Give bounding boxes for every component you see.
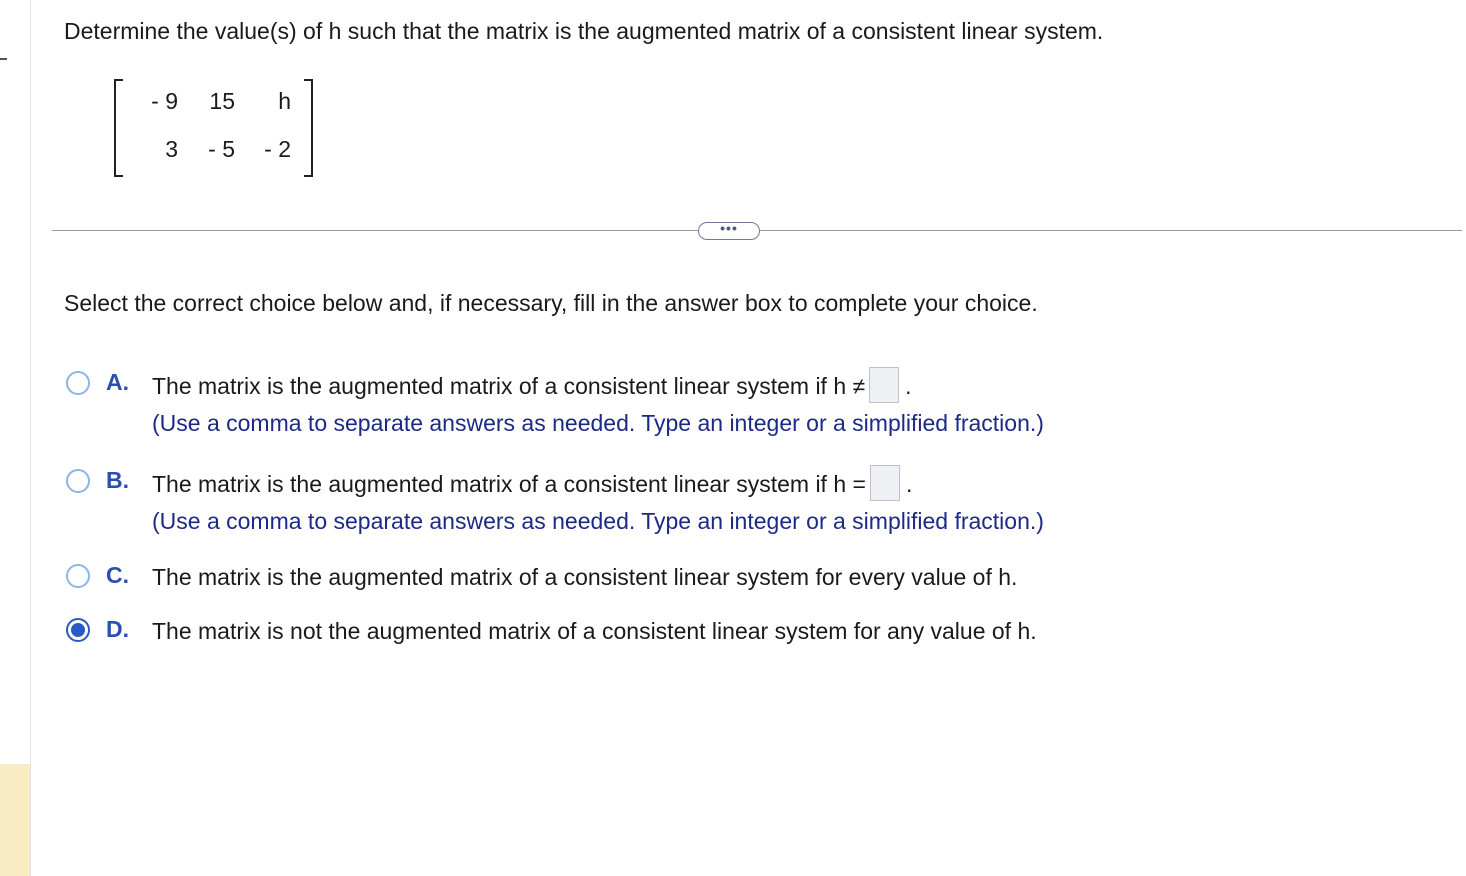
- more-options-button[interactable]: •••: [698, 222, 760, 240]
- matrix-cell-r1c1: - 9: [151, 88, 178, 114]
- choice-a-hint: (Use a comma to separate answers as needed. Type an integer or a simplified fraction.): [152, 410, 1044, 436]
- instruction-text: Select the correct choice below and, if necessary, fill in the answer box to complete your choice.: [64, 290, 1038, 316]
- matrix-right-bracket: [304, 79, 313, 177]
- choice-d-letter: D.: [106, 616, 129, 642]
- choice-a-radio[interactable]: [66, 371, 90, 395]
- choice-d-text: The matrix is not the augmented matrix of a consistent linear system for any value of h.: [152, 618, 1037, 644]
- matrix-cell-r1c3: h: [278, 88, 291, 114]
- choice-b-answer-box[interactable]: [870, 465, 900, 501]
- matrix-cell-r2c2: - 5: [208, 136, 235, 162]
- choice-a-text: [152, 370, 912, 406]
- choice-c-radio[interactable]: [66, 564, 90, 588]
- left-rail: [0, 0, 31, 876]
- choice-c-text: The matrix is the augmented matrix of a consistent linear system for every value of h.: [152, 564, 1018, 590]
- question-text: Determine the value(s) of h such that the matrix is the augmented matrix of a consistent linear system.: [64, 18, 1104, 44]
- augmented-matrix: [114, 79, 314, 175]
- matrix-cell-r1c2: 15: [209, 88, 235, 114]
- rail-highlight: [0, 764, 30, 876]
- choice-a-period: .: [905, 373, 912, 400]
- choice-b-radio[interactable]: [66, 469, 90, 493]
- choice-d-radio[interactable]: [66, 618, 90, 642]
- choice-b-letter: B.: [106, 467, 129, 493]
- choice-a-answer-box[interactable]: [869, 367, 899, 403]
- choice-b-period: .: [905, 471, 913, 498]
- choice-b-label: The matrix is the augmented matrix of a consistent linear system if h =: [152, 471, 866, 498]
- choice-a-letter: A.: [106, 369, 129, 395]
- choice-b-text: [152, 468, 912, 504]
- matrix-cell-r2c1: 3: [165, 136, 178, 162]
- choice-b-hint: (Use a comma to separate answers as needed. Type an integer or a simplified fraction.): [152, 508, 1044, 534]
- choice-a-label: The matrix is the augmented matrix of a consistent linear system if h ≠: [152, 373, 866, 400]
- rail-marker: [0, 58, 7, 60]
- choice-c-letter: C.: [106, 562, 129, 588]
- matrix-cell-r2c3: - 2: [264, 136, 291, 162]
- matrix-left-bracket: [114, 79, 123, 177]
